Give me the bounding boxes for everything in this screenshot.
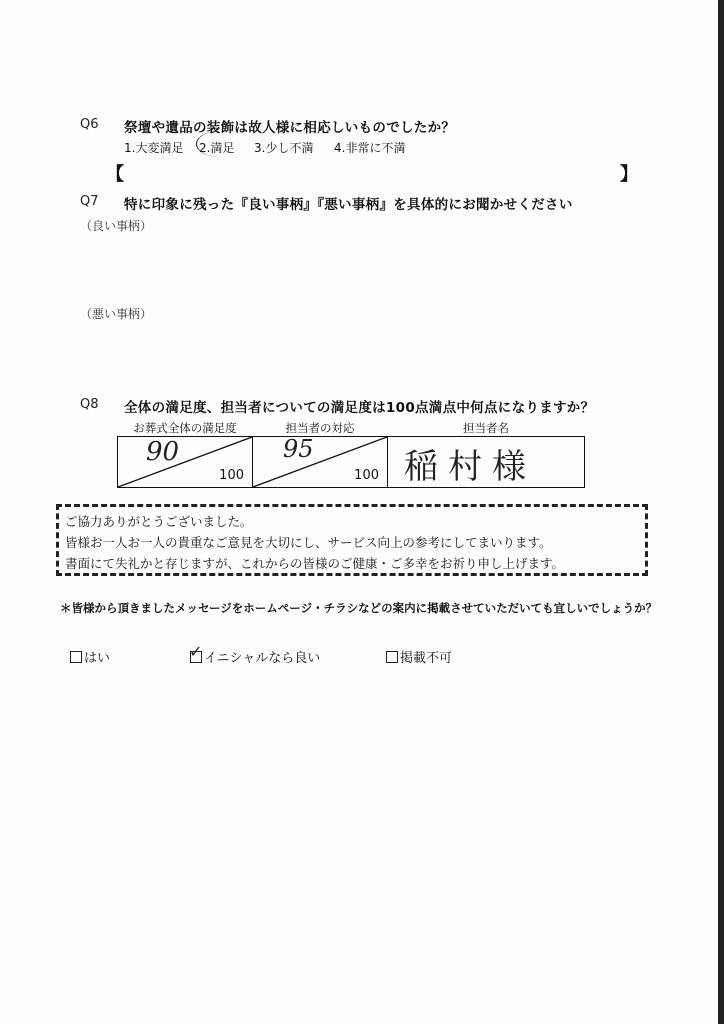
notice-line-3: 書面にて失礼かと存じますが、これからの皆様のご健康・ご多幸をお祈り申し上げます。 bbox=[65, 556, 565, 571]
score-table bbox=[117, 420, 585, 488]
q7-question: 特に印象に残った『良い事柄』『悪い事柄』を具体的にお聞かせください bbox=[124, 197, 573, 213]
q7-label: Q7 bbox=[80, 194, 99, 209]
consent-option-initials[interactable] bbox=[189, 642, 321, 666]
staff-score-cell[interactable] bbox=[253, 437, 388, 488]
q6-bracket-close: 】 bbox=[620, 164, 638, 185]
q6-options bbox=[124, 139, 444, 157]
header-staff: 担当者の対応 bbox=[253, 420, 388, 437]
q6-option-1[interactable]: 1.大変満足 bbox=[124, 141, 184, 155]
q8-question: 全体の満足度、担当者についての満足度は100点満点中何点になりますか？ bbox=[124, 400, 595, 416]
q6-option-3[interactable]: 3.少し不満 bbox=[254, 141, 314, 155]
consent-option-initials-label: イニシャルなら良い bbox=[204, 651, 321, 666]
checkbox-yes[interactable] bbox=[70, 651, 82, 663]
header-staff-name: 担当者名 bbox=[388, 420, 585, 437]
staff-name-cell[interactable] bbox=[388, 437, 585, 488]
q6-label: Q6 bbox=[80, 117, 99, 132]
q6-option-2[interactable]: 2.満足 bbox=[199, 141, 235, 155]
checkbox-initials[interactable] bbox=[189, 642, 203, 663]
consent-option-no[interactable] bbox=[386, 647, 452, 666]
q7-good-label: （良い事柄） bbox=[80, 219, 153, 233]
page-edge bbox=[718, 0, 724, 1024]
consent-question: ＊皆様から頂きましたメッセージをホームページ・チラシなどの案内に掲載させていただいても宜しいでしょうか？ bbox=[60, 601, 658, 615]
staff-score-handwritten: 95 bbox=[283, 435, 314, 463]
overall-max: 100 bbox=[219, 468, 244, 483]
overall-score-handwritten: 90 bbox=[146, 437, 180, 467]
consent-option-yes[interactable] bbox=[70, 647, 110, 666]
check-mark-icon: ✓ bbox=[189, 642, 203, 661]
overall-score-cell[interactable] bbox=[118, 437, 253, 488]
consent-option-yes-label: はい bbox=[84, 651, 111, 666]
q6-option-2-circle bbox=[196, 131, 243, 157]
q7-bad-label: （悪い事柄） bbox=[80, 307, 153, 321]
checkbox-no[interactable] bbox=[386, 651, 398, 663]
header-overall: お葬式全体の満足度 bbox=[118, 420, 253, 437]
staff-name-handwritten: 稲村様 bbox=[404, 447, 536, 487]
q6-question: 祭壇や遺品の装飾は故人様に相応しいものでしたか？ bbox=[124, 120, 456, 136]
consent-option-no-label: 掲載不可 bbox=[400, 651, 453, 666]
thank-you-notice bbox=[56, 504, 648, 576]
q8-label: Q8 bbox=[80, 397, 99, 412]
q6-bracket-open: 【 bbox=[106, 164, 124, 185]
notice-line-1: ご協力ありがとうございました。 bbox=[65, 514, 253, 529]
notice-line-2: 皆様お一人お一人の貴重なご意見を大切にし、サービス向上の参考にしてまいります。 bbox=[65, 535, 552, 550]
q6-option-4[interactable]: 4.非常に不満 bbox=[334, 141, 406, 155]
staff-max: 100 bbox=[354, 468, 379, 483]
